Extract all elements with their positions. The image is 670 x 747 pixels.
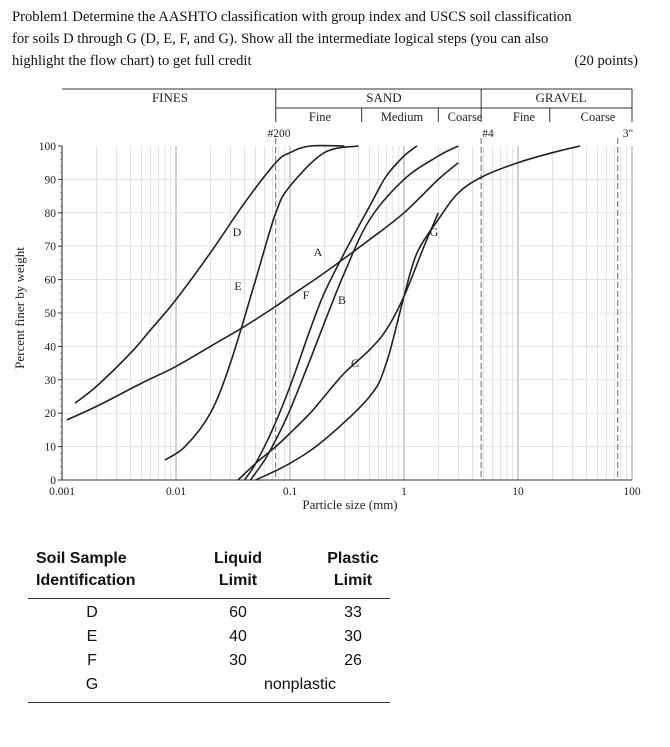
x-tick-label: 0.01 <box>165 486 187 498</box>
sieve-label-200: #200 <box>267 128 291 140</box>
row-f-liquid-limit: 30 <box>229 652 247 669</box>
zone-gravel: GRAVEL <box>535 90 587 105</box>
y-tick-label: 50 <box>44 308 56 320</box>
curve-label-a: A <box>313 245 323 259</box>
table-bottom-rule <box>28 702 390 703</box>
table-header <box>28 546 390 599</box>
row-e-liquid-limit: 40 <box>229 628 247 645</box>
y-tick-label: 30 <box>44 374 56 387</box>
zone-gravel-fine: Fine <box>512 110 536 124</box>
y-tick-label: 0 <box>50 475 56 487</box>
y-tick-label: 70 <box>44 241 56 254</box>
x-tick-label: 0.001 <box>49 486 75 498</box>
x-tick-label: 100 <box>623 486 641 498</box>
curve-label-f: F <box>302 288 310 302</box>
header-liquid-limit <box>208 548 268 592</box>
row-d-plastic-limit: 33 <box>344 604 362 621</box>
soil-zone-header <box>62 89 633 140</box>
zone-sand-coarse: Coarse <box>447 110 483 124</box>
y-tick-label: 10 <box>44 441 56 454</box>
zone-sand-medium: Medium <box>380 110 424 124</box>
problem-points: (20 points) <box>574 53 638 69</box>
y-tick-label: 20 <box>44 408 56 421</box>
curve-label-g: G <box>429 225 439 239</box>
zone-gravel-coarse: Coarse <box>580 110 616 124</box>
problem-line-2: for soils D through G (D, E, F, and G). Show all the intermediate logical steps (you can also <box>12 31 549 47</box>
header-plastic-limit-line2: Limit <box>333 572 373 589</box>
chart-grid <box>62 138 632 480</box>
curve-f <box>165 146 359 460</box>
soil-data-table <box>28 546 390 693</box>
row-d-sample: D <box>86 604 98 621</box>
row-g-sample: G <box>85 676 99 693</box>
y-tick-label: 90 <box>44 174 56 187</box>
row-d-liquid-limit: 60 <box>229 604 247 621</box>
row-e-sample: E <box>86 628 98 645</box>
curve-d <box>75 146 347 404</box>
y-tick-label: 60 <box>44 274 56 287</box>
tick-labels <box>39 141 641 498</box>
row-e-plastic-limit: 30 <box>344 628 362 645</box>
problem-line-1: Problem1 Determine the AASHTO classification with group index and USCS soil classification <box>12 9 572 25</box>
row-g-nonplastic: nonplastic <box>263 676 337 693</box>
y-tick-label: 40 <box>44 341 56 354</box>
problem-line-3: highlight the flow chart) to get full credit <box>12 53 252 69</box>
curve-label-e: E <box>234 279 242 293</box>
header-plastic-limit <box>318 548 388 592</box>
curve-e <box>67 163 459 420</box>
problem-statement <box>12 6 662 72</box>
x-tick-label: 1 <box>401 486 407 498</box>
curve-label-d: D <box>232 225 242 239</box>
header-soil-sample-line2: Identification <box>36 572 136 589</box>
y-tick-label: 100 <box>38 141 56 153</box>
grain-size-distribution-chart <box>0 84 670 524</box>
zone-sand-fine: Fine <box>308 110 332 124</box>
row-f-plastic-limit: 26 <box>344 652 362 669</box>
row-f-sample: F <box>87 652 97 669</box>
x-tick-label: 10 <box>512 486 524 498</box>
y-tick-label: 80 <box>44 207 56 220</box>
sieve-label-4: #4 <box>482 128 494 140</box>
x-tick-label: 0.1 <box>282 486 298 498</box>
x-axis-label: Particle size (mm) <box>302 497 398 512</box>
y-axis-label: Percent finer by weight <box>12 247 27 369</box>
header-plastic-limit-line1: Plastic <box>327 550 379 567</box>
zone-sand: SAND <box>366 90 402 105</box>
header-liquid-limit-line1: Liquid <box>214 550 262 567</box>
sieve-label-3in: 3" <box>622 128 634 140</box>
header-liquid-limit-line2: Limit <box>218 572 258 589</box>
header-soil-sample-line1: Soil Sample <box>36 550 127 567</box>
curve-label-c: C <box>350 356 360 370</box>
header-soil-sample <box>36 548 136 592</box>
curve-label-b: B <box>337 293 347 307</box>
zone-fines: FINES <box>151 90 189 105</box>
